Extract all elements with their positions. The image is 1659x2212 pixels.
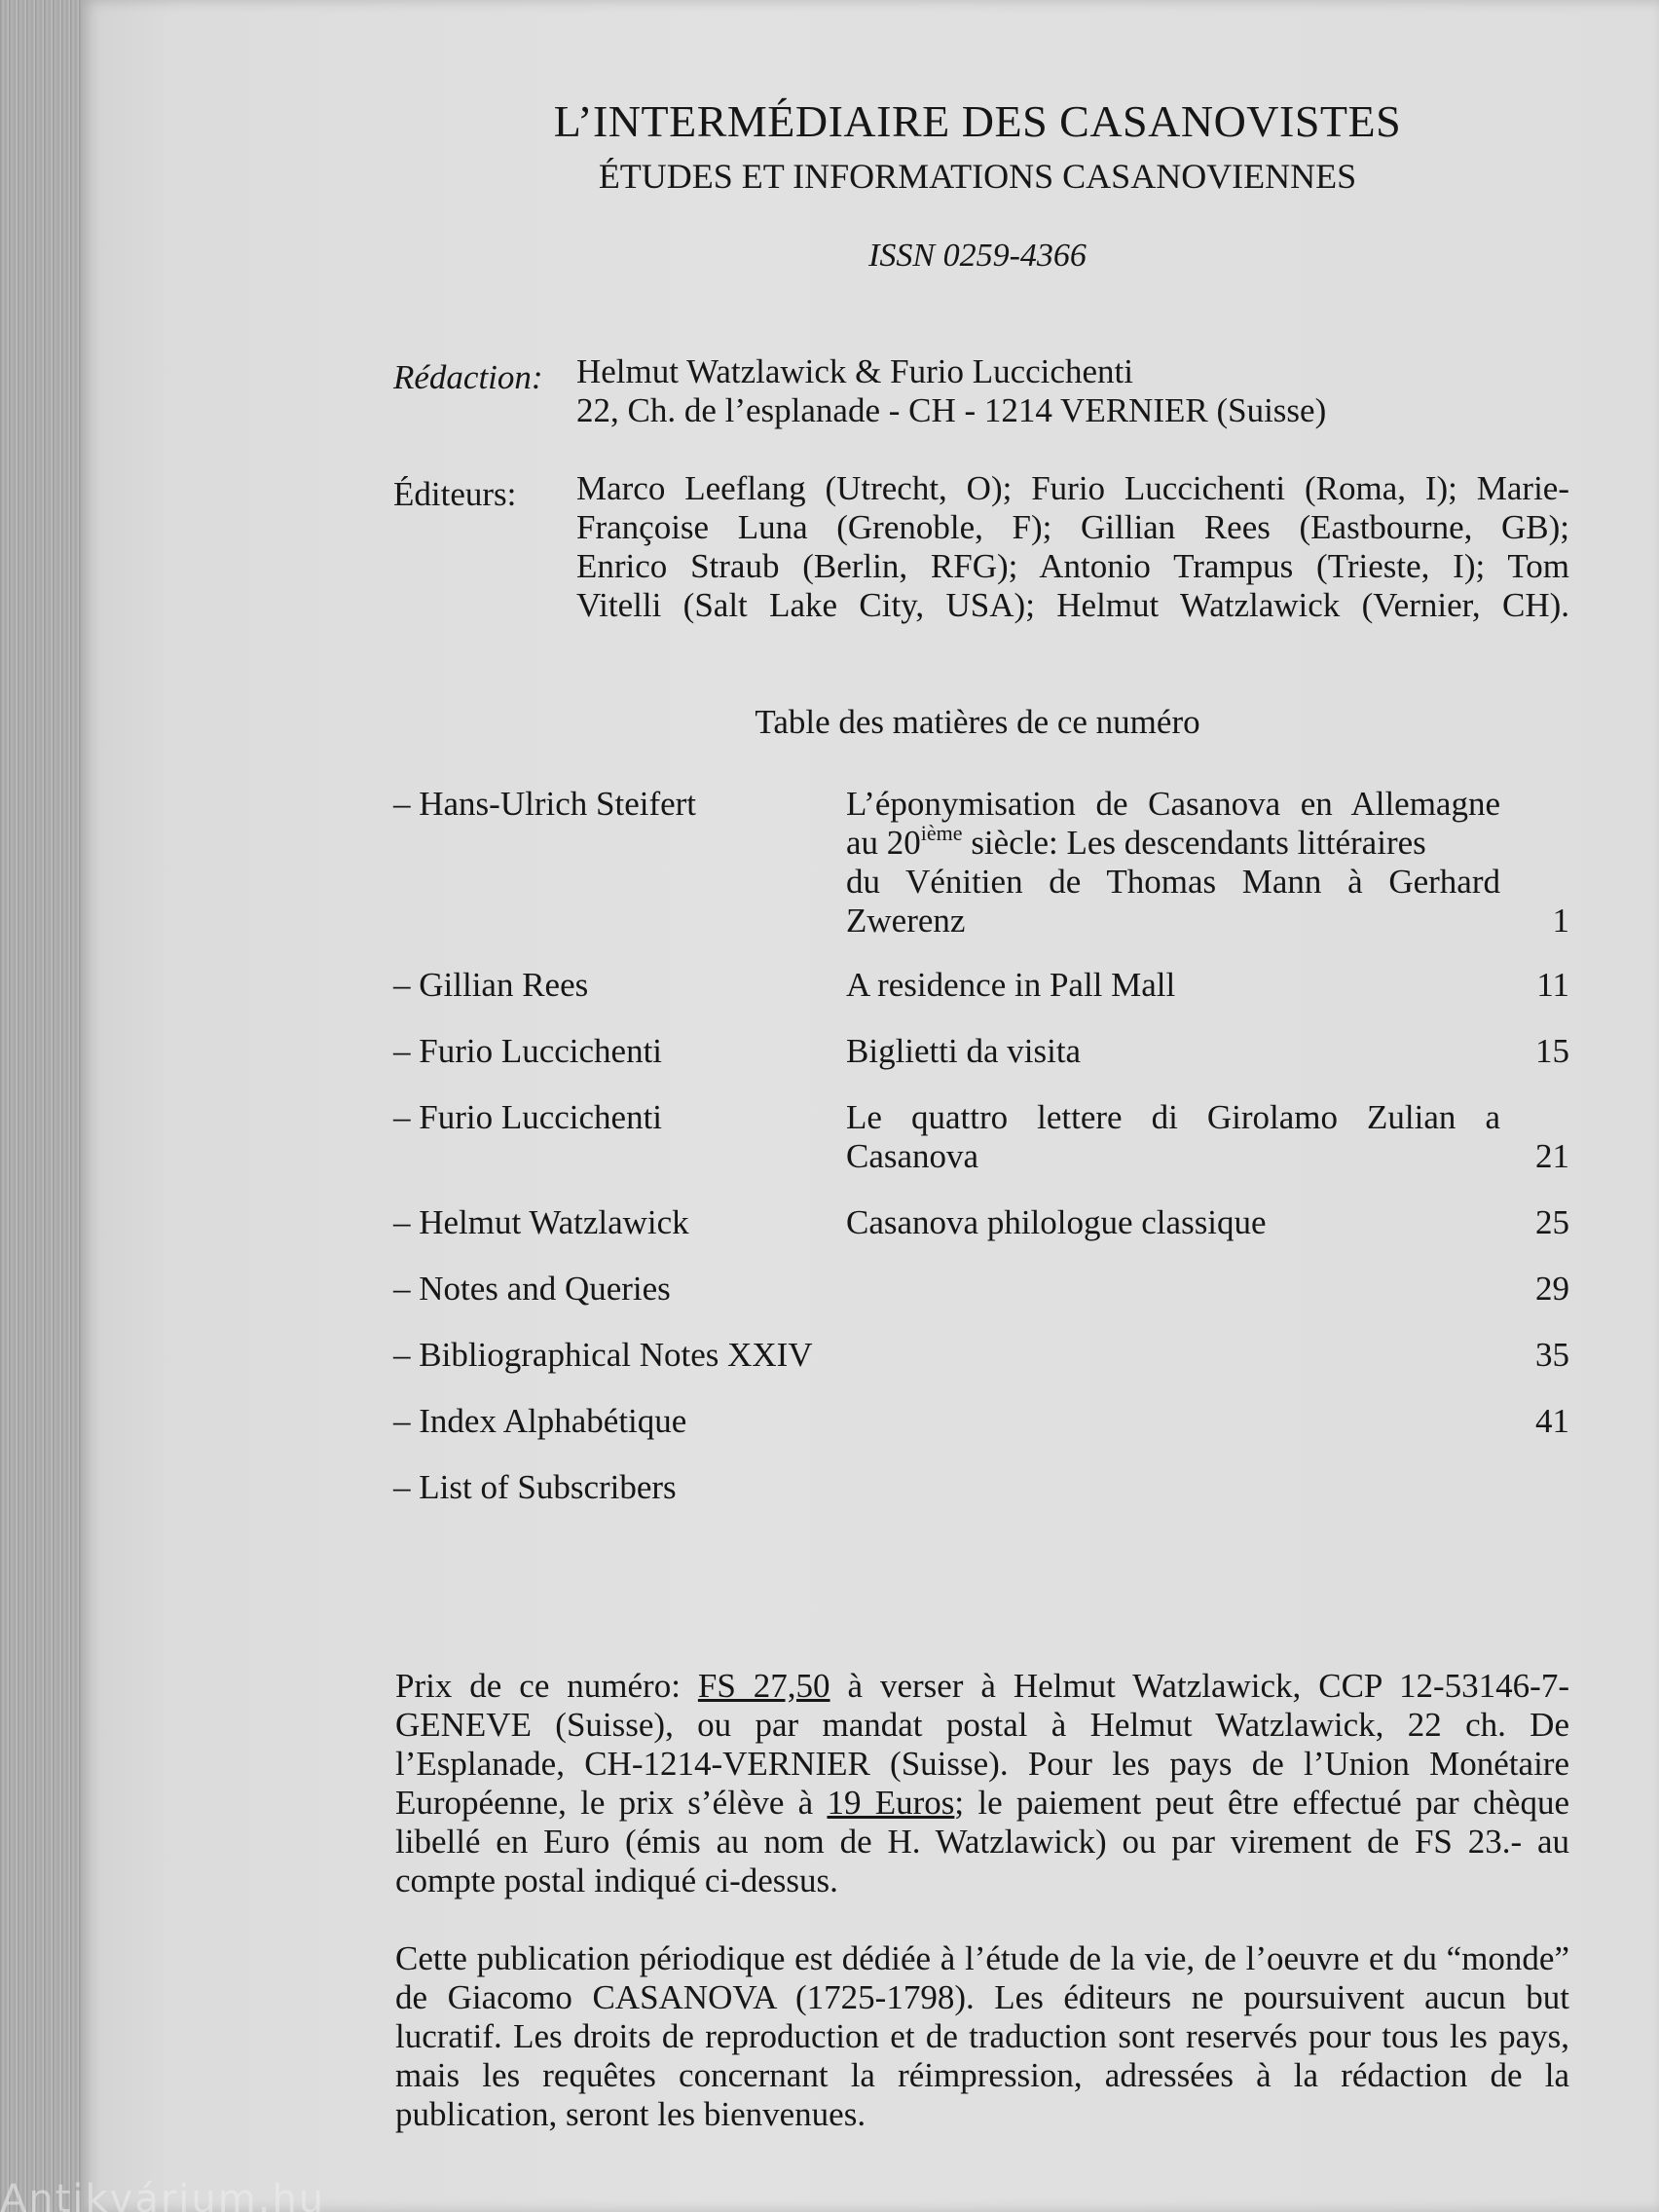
toc-page-number: 15 [1535,1032,1569,1070]
book-spine [0,0,82,2212]
toc-author: – Furio Luccichenti [393,1032,663,1070]
toc-entry [393,1098,1569,1176]
toc-entry [393,966,1569,1005]
journal-subtitle: ÉTUDES ET INFORMATIONS CASANOVIENNES [598,157,1357,196]
price-paragraph [395,1667,1569,1900]
toc-title-line: Casanova [846,1137,979,1175]
toc-title: Casanova philologue classique [846,1203,1267,1241]
toc-entry [393,1468,1569,1507]
toc-title-line: Zwerenz [846,902,966,940]
editeurs-line: Enrico Straub (Berlin, RFG); Antonio Trampus (Trieste, I); Tom [576,547,1569,585]
price-euro: 19 Euros [827,1784,955,1822]
price-lead: Prix de ce numéro: [395,1667,698,1705]
toc-entry [393,1032,1569,1071]
toc-entry [393,1402,1569,1441]
toc-title-line [846,821,1500,863]
toc-author: – Hans-Ulrich Steifert [393,785,697,823]
publication-notice: Cette publication périodique est dédiée à l’étude de la vie, de l’oeuvre et du “monde” de Giacomo CASANOVA (1725-1798). Les éditeurs ne poursuivent aucun but lucratif. Les droits de reproduction et de traduction sont reservés pour tous les pays, mais les requêtes concernant la réimpression, adressées à la rédaction de la publication, seront les bienvenues. [395,1939,1569,2133]
toc-author: – Gillian Rees [393,966,589,1004]
toc-author: – Furio Luccichenti [393,1098,663,1136]
toc-author: – Bibliographical Notes XXIV [393,1336,813,1374]
toc-author: – List of Subscribers [393,1468,677,1506]
toc-title: A residence in Pall Mall [846,966,1176,1004]
toc-entry [393,785,1569,950]
redaction-address [576,352,1569,430]
document-page [82,0,1659,2212]
toc-author: – Index Alphabétique [393,1402,687,1440]
price-details: à verser à Helmut Watzlawick, CCP 12-53146-7-GENEVE (Suisse), ou par mandat postal à Helmut Watzlawick, 22 ch. De l’Esplanade, CH-1214-VERNIER (Suisse). Pour les pays de l’Union Monétaire Européenne, le prix s’élève à [395,1667,1569,1822]
editeurs-line: Françoise Luna (Grenoble, F); Gillian Rees (Eastbourne, GB); [576,508,1569,546]
toc-entry [393,1203,1569,1242]
toc-title-line: du Vénitien de Thomas Mann à Gerhard [846,863,1500,901]
toc-title-fragment: siècle: Les descendants littéraires [962,824,1426,862]
issn-line: ISSN 0259-4366 [868,238,1087,274]
toc-page-number: 35 [1535,1336,1569,1374]
price-tail: ; le paiement peut être effectué par chèque libellé en Euro (émis au nom de H. Watzlawick) ou par virement de FS 23.- au compte postal indiqué ci-dessus. [395,1784,1570,1899]
toc-author: – Notes and Queries [393,1270,671,1308]
watermark: Antikvárium.hu [0,2177,326,2212]
journal-title: L’INTERMÉDIAIRE DES CASANOVISTES [553,96,1402,146]
toc-page-number: 21 [1535,1137,1569,1175]
price-amount: FS 27,50 [697,1667,830,1705]
toc-title: Biglietti da visita [846,1032,1082,1070]
toc-page-number: 41 [1535,1402,1569,1440]
toc-entry [393,1336,1569,1375]
toc-title-line: L’éponymisation de Casanova en Allemagne [846,785,1500,823]
toc-author: – Helmut Watzlawick [393,1203,689,1241]
editeurs-line: Marco Leeflang (Utrecht, O); Furio Luccichenti (Roma, I); Marie- [576,469,1569,507]
toc-page-number: 29 [1535,1270,1569,1308]
editeurs-list [576,469,1569,625]
toc-heading: Table des matières de ce numéro [755,703,1200,741]
toc-title-fragment: au 20 [846,824,921,862]
toc-title-superscript: ième [920,821,963,845]
toc-page-number: 1 [1552,902,1569,940]
editeurs-label: Éditeurs: [393,475,517,513]
editeurs-line: Vitelli (Salt Lake City, USA); Helmut Watzlawick (Vernier, CH). [576,586,1569,624]
toc-title [846,1098,1500,1176]
toc-page-number: 11 [1536,966,1569,1004]
toc-title-line: Le quattro lettere di Girolamo Zulian a [846,1098,1500,1136]
redaction-line-1: Helmut Watzlawick & Furio Luccichenti [576,352,1133,390]
toc-page-number: 25 [1535,1203,1569,1241]
redaction-label: Rédaction: [393,358,543,396]
toc-entry [393,1270,1569,1309]
redaction-line-2: 22, Ch. de l’esplanade - CH - 1214 VERNIER (Suisse) [576,391,1327,429]
toc-title [846,785,1500,940]
